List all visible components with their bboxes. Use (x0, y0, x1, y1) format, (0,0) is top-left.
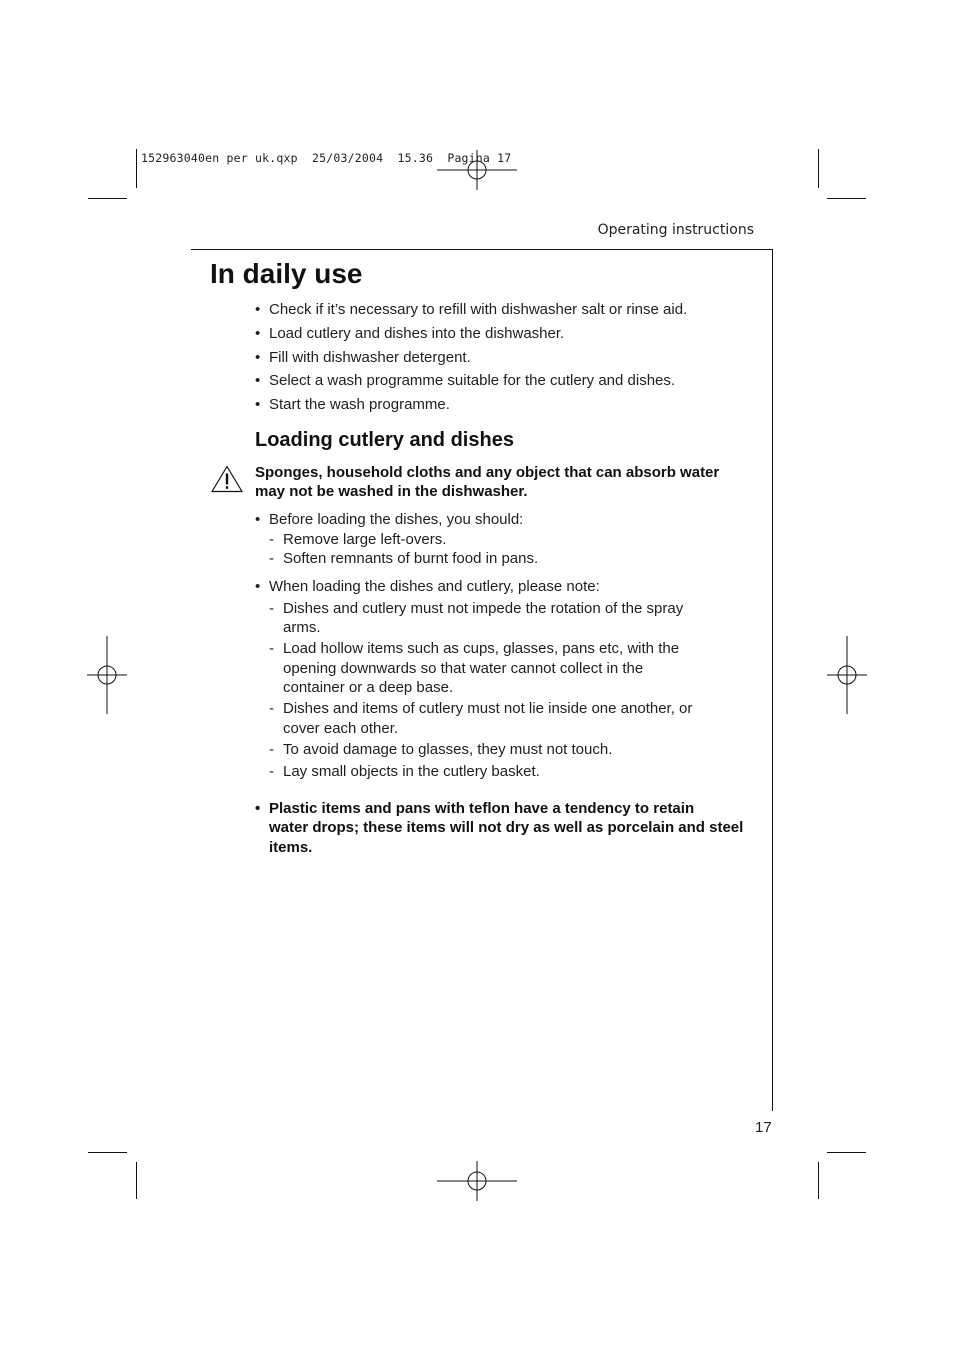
bullet-marker: • (255, 578, 261, 595)
warning-triangle-icon (211, 465, 243, 493)
sub-list-item: Dishes and items of cutlery must not lie inside one another, or (283, 700, 693, 717)
registration-mark-icon (827, 636, 867, 714)
section-heading: Loading cutlery and dishes (255, 429, 514, 451)
sub-list-item: To avoid damage to glasses, they must not touch. (283, 741, 613, 758)
dash-marker: - (269, 741, 274, 758)
crop-mark (827, 1152, 866, 1153)
warning-text: may not be washed in the dishwasher. (255, 483, 528, 500)
page-title: In daily use (210, 258, 363, 289)
bullet-marker: • (255, 372, 261, 389)
crop-mark (818, 149, 819, 188)
list-item: Start the wash programme. (269, 396, 450, 413)
sub-list-item: container or a deep base. (283, 679, 454, 696)
bullet-marker: • (255, 800, 261, 817)
header-rule (191, 249, 773, 250)
registration-mark-icon (87, 636, 127, 714)
list-item-lead: When loading the dishes and cutlery, please note: (269, 578, 600, 595)
list-item-lead: Before loading the dishes, you should: (269, 511, 524, 528)
sub-list-item: opening downwards so that water cannot collect in the (283, 660, 644, 677)
sub-list-item: Load hollow items such as cups, glasses, pans etc, with the (283, 640, 680, 657)
dash-marker: - (269, 550, 274, 567)
dash-marker: - (269, 600, 274, 617)
crop-mark (827, 198, 866, 199)
page-number: 17 (755, 1119, 772, 1136)
list-item: Select a wash programme suitable for the cutlery and dishes. (269, 372, 676, 389)
bullet-marker: • (255, 511, 261, 528)
dash-marker: - (269, 531, 274, 548)
crop-mark (136, 149, 137, 188)
crop-mark (88, 198, 127, 199)
sub-list-item: cover each other. (283, 720, 399, 737)
bullet-marker: • (255, 396, 261, 413)
registration-mark-icon (437, 1161, 517, 1201)
bullet-marker: • (255, 301, 261, 318)
warning-text: Sponges, household cloths and any object that can absorb water (255, 464, 720, 481)
sub-list-item: arms. (283, 619, 321, 636)
sub-list-item: Remove large left-overs. (283, 531, 447, 548)
crop-mark (88, 1152, 127, 1153)
sub-list-item: Soften remnants of burnt food in pans. (283, 550, 539, 567)
list-item: Load cutlery and dishes into the dishwasher. (269, 325, 565, 342)
crop-mark (818, 1162, 819, 1199)
sub-list-item: Lay small objects in the cutlery basket. (283, 763, 540, 780)
dash-marker: - (269, 763, 274, 780)
bullet-marker: • (255, 349, 261, 366)
note-text: Plastic items and pans with teflon have a tendency to retain (269, 800, 695, 817)
note-text: items. (269, 839, 313, 856)
dash-marker: - (269, 640, 274, 657)
list-item: Check if it’s necessary to refill with dishwasher salt or rinse aid. (269, 301, 688, 318)
sub-list-item: Dishes and cutlery must not impede the rotation of the spray (283, 600, 684, 617)
dash-marker: - (269, 700, 274, 717)
print-slug: 152963040en per uk.qxp 25/03/2004 15.36 Pagina 17 (141, 151, 512, 165)
right-margin-rule (772, 249, 773, 1111)
note-text: water drops; these items will not dry as well as porcelain and steel (269, 819, 744, 836)
list-item: Fill with dishwasher detergent. (269, 349, 471, 366)
bullet-marker: • (255, 325, 261, 342)
running-head: Operating instructions (597, 222, 754, 238)
crop-mark (136, 1162, 137, 1199)
